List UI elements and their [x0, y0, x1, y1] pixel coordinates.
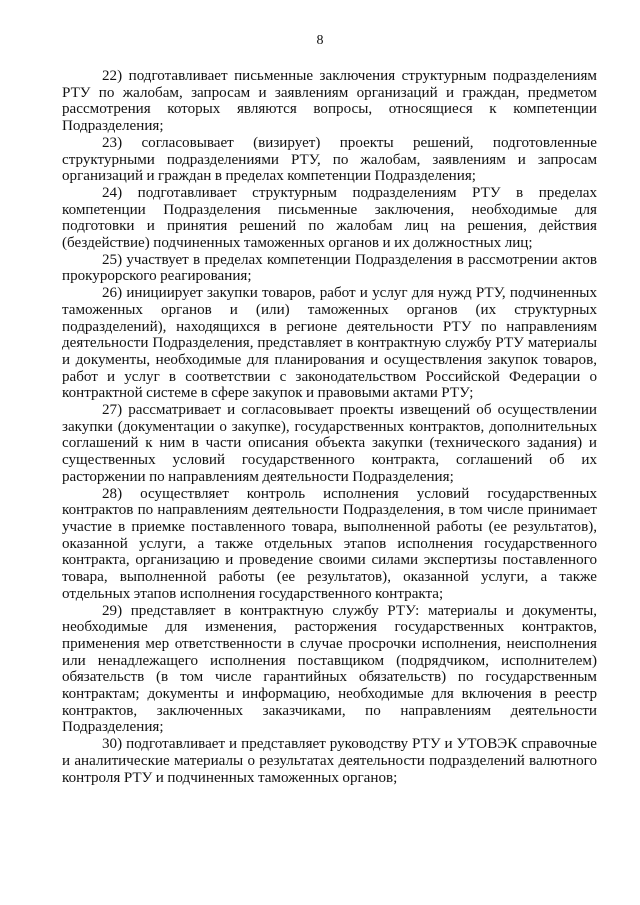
- paragraph-item-22: 22) подготавливает письменные заключения структурным подразделениям РТУ по жалобам, запросам и заявлениям организаций и граждан, предметом рассмотрения которых являются вопросы, относящиеся к компетенции Подразделения;: [62, 68, 597, 135]
- paragraph-item-26: 26) инициирует закупки товаров, работ и услуг для нужд РТУ, подчиненных таможенных органов и (или) таможенных органов (их структурных подразделений), находящихся в регионе деятельности РТУ по направлениям деятельности Подразделения, представляет в контрактную службу РТУ материалы и документы, необходимые для планирования и осуществления закупок товаров, работ и услуг в соответствии с законодательством Российской Федерации о контрактной системе в сфере закупок и правовыми актами РТУ;: [62, 285, 597, 402]
- paragraph-item-29: 29) представляет в контрактную службу РТУ: материалы и документы, необходимые для изменения, расторжения государственных контрактов, применения мер ответственности в случае просрочки исполнения, неисполнения или ненадлежащего исполнения поставщиком (подрядчиком, исполнителем) обязательств (в том числе гарантийных обязательств) по государственным контрактам; документы и информацию, необходимые для включения в реестр контрактов, заключенных заказчиками, по направлениям деятельности Подразделения;: [62, 602, 597, 736]
- paragraph-item-30: 30) подготавливает и представляет руководству РТУ и УТОВЭК справочные и аналитические материалы о результатах деятельности подразделений валютного контроля РТУ и подчиненных таможенных органов;: [62, 736, 597, 786]
- page-number: 8: [316, 33, 324, 48]
- paragraph-item-28: 28) осуществляет контроль исполнения условий государственных контрактов по направлениям деятельности Подразделения, в том числе принимает участие в приемке поставленного товара, выполненной работы (ее результатов), оказанной услуги, а также отдельных этапов исполнения государственного контракта, организацию и проведение своими силами экспертизы поставленного товара, выполненной работы (ее результатов), оказанной услуги, а также отдельных этапов исполнения государственного контракта;: [62, 485, 597, 602]
- paragraph-item-24: 24) подготавливает структурным подразделениям РТУ в пределах компетенции Подразделения письменные заключения, необходимые для подготовки и принятия решений по жалобам лиц на решения, действия (бездействие) подчиненных таможенных органов и их должностных лиц;: [62, 184, 597, 252]
- paragraph-item-23: 23) согласовывает (визирует) проекты решений, подготовленные структурными подразделениями РТУ, по жалобам, заявлениям и запросам организаций и граждан в пределах компетенции Подразделения;: [62, 134, 597, 185]
- paragraph-item-25: 25) участвует в пределах компетенции Подразделения в рассмотрении актов прокурорского реагирования;: [62, 251, 597, 285]
- document-body: [62, 68, 597, 786]
- paragraph-item-27: 27) рассматривает и согласовывает проекты извещений об осуществлении закупки (документации о закупке), государственных контрактов, дополнительных соглашений к ним в части описания объекта закупки (технического задания) и существенных условий государственного контракта, соглашений об их расторжении по направлениям деятельности Подразделения;: [62, 402, 597, 485]
